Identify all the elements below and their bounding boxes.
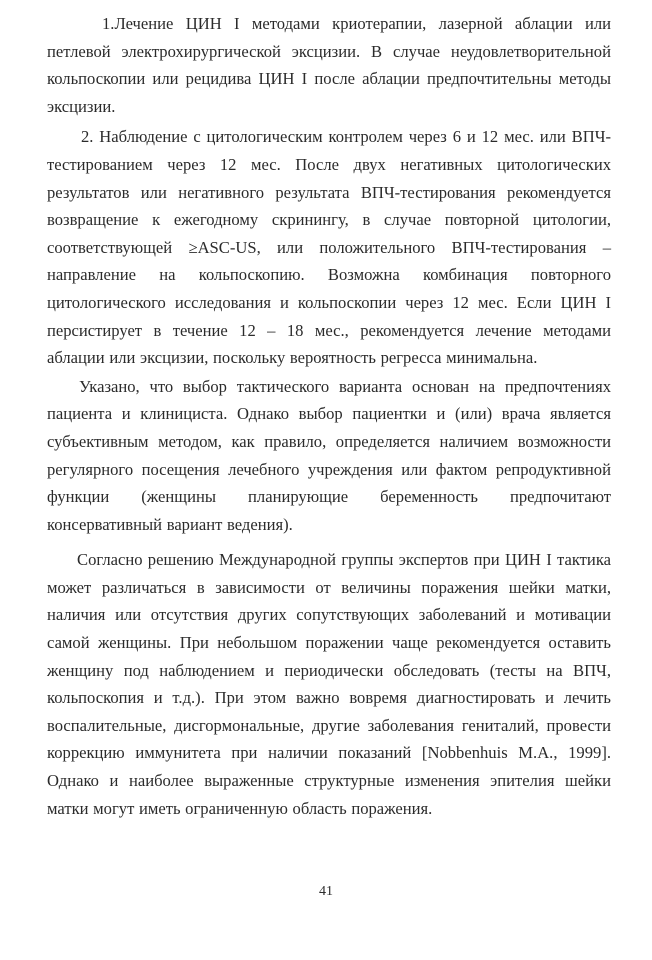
page-body xyxy=(47,10,611,822)
paragraph-observation-monitoring: 2. Наблюдение с цитологическим контролем через 6 и 12 мес. или ВПЧ-тестированием через 12 мес. После двух негативных цитологических результатов или негативного результата ВПЧ-тестирования рекомендуется возвращение к ежегодному скринингу, в случае повторной цитологии, соответствующей ≥ASC-US, или положительного ВПЧ-тестирования – направление на кольпоскопию. Возможна комбинация повторного цитологического исследования и кольпоскопии через 12 мес. Если ЦИН I персистирует в течение 12 – 18 мес., рекомендуется лечение методами аблации или эксцизии, поскольку вероятность регресса минимальна. xyxy=(47,127,611,368)
paragraph-tactical-choice: Указано, что выбор тактического варианта основан на предпочтениях пациента и клинициста. Однако выбор пациентки и (или) врача является субъективным методом, как правило, определяется наличием возможности регулярного посещения лечебного учреждения или фактом репродуктивной функции (женщины планирующие беременность предпочитают консервативный вариант ведения). xyxy=(47,376,611,534)
paragraph-expert-group-decision: Согласно решению Международной группы экспертов при ЦИН I тактика может различаться в зависимости от величины поражения шейки матки, наличия или отсутствия других сопутствующих заболеваний и мотивации самой женщины. При небольшом поражении чаще рекомендуется оставить женщину под наблюдением и периодически обследовать (тесты на ВПЧ, кольпоскопия и т.д.). При этом важно вовремя диагностировать и лечить воспалительные, дисгормональные, другие заболевания гениталий, провести коррекцию иммунитета при наличии показаний [Nobbenhuis M.A., 1999]. Однако и наиболее выраженные структурные изменения эпителия шейки матки могут иметь ограниченную область поражения. xyxy=(47,550,611,818)
page-number: 41 xyxy=(319,884,333,899)
paragraph-treatment-methods: 1.Лечение ЦИН I методами криотерапии, лазерной аблации или петлевой электрохирургической эксцизии. В случае неудовлетворительной кольпоскопии или рецидива ЦИН I после аблации предпочтительны методы эксцизии. xyxy=(47,14,611,116)
